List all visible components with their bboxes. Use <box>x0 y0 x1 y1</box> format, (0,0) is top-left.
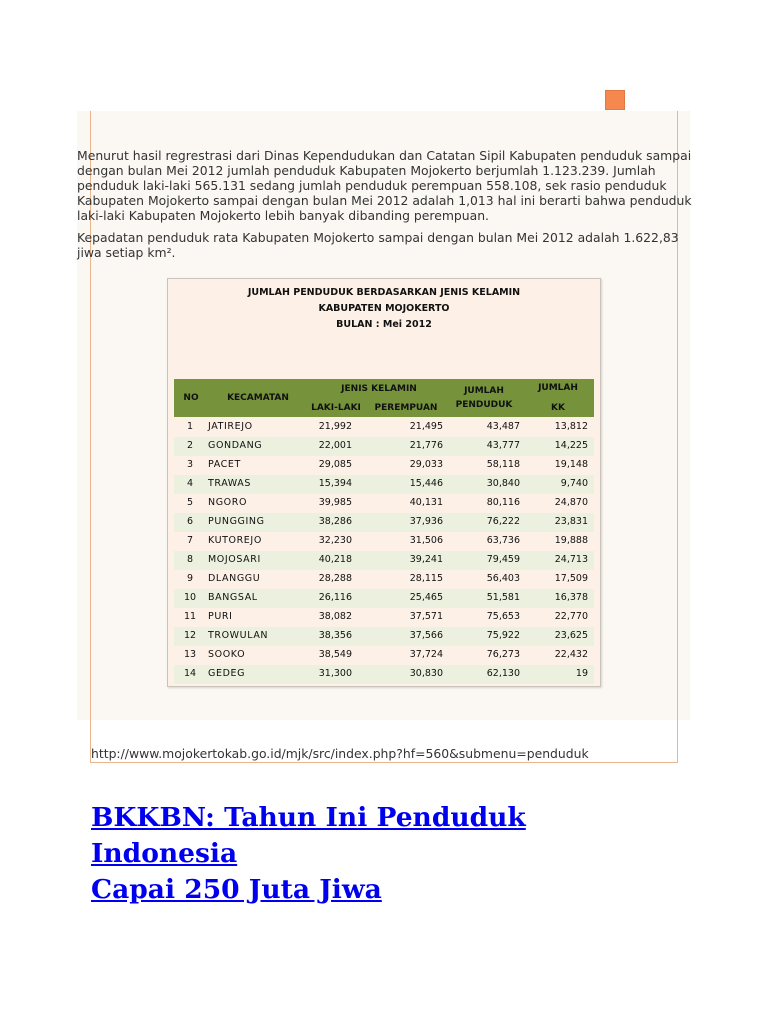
cell-no: 9 <box>186 573 194 584</box>
header-jenis-kelamin: JENIS KELAMIN <box>341 384 417 394</box>
cell-kecamatan: TROWULAN <box>208 630 269 641</box>
cell-perempuan: 37,566 <box>409 630 443 641</box>
table-row <box>174 551 594 570</box>
cell-laki-laki: 15,394 <box>318 478 352 489</box>
cell-jumlah-kk: 17,509 <box>554 573 588 584</box>
cell-jumlah-kk: 14,225 <box>554 440 588 451</box>
cell-jumlah-kk: 23,625 <box>554 630 588 641</box>
cell-perempuan: 37,571 <box>409 611 443 622</box>
cell-kecamatan: GONDANG <box>208 440 263 451</box>
table-row <box>174 570 594 589</box>
cell-jumlah-penduduk: 43,487 <box>486 421 520 432</box>
cell-no: 1 <box>186 421 194 432</box>
cell-jumlah-kk: 19 <box>575 668 588 679</box>
population-table-image <box>167 278 601 687</box>
cell-laki-laki: 29,085 <box>318 459 352 470</box>
cell-no: 6 <box>186 516 194 527</box>
cell-kecamatan: MOJOSARI <box>208 554 261 565</box>
article-link-line2: Capai 250 Juta Jiwa <box>91 874 382 905</box>
cell-jumlah-penduduk: 79,459 <box>486 554 520 565</box>
frame-bottom-border <box>90 762 678 763</box>
cell-jumlah-kk: 23,831 <box>554 516 588 527</box>
orange-marker <box>605 90 625 110</box>
cell-jumlah-penduduk: 75,653 <box>486 611 520 622</box>
cell-perempuan: 29,033 <box>409 459 443 470</box>
cell-perempuan: 25,465 <box>409 592 443 603</box>
cell-jumlah-penduduk: 43,777 <box>486 440 520 451</box>
cell-perempuan: 37,936 <box>409 516 443 527</box>
cell-no: 8 <box>186 554 194 565</box>
cell-jumlah-kk: 22,770 <box>554 611 588 622</box>
table-row <box>174 589 594 608</box>
cell-perempuan: 39,241 <box>409 554 443 565</box>
paragraph-population-summary: Menurut hasil regrestrasi dari Dinas Kependudukan dan Catatan Sipil Kabupaten penduduk sampai dengan bulan Mei 2012 jumlah penduduk Kabupaten Mojokerto berjumlah 1.123.239. Jumlah penduduk laki-laki 565.131 sedang jumlah penduduk perempuan 558.108, sek rasio penduduk Kabupaten Mojokerto sampai dengan bulan Mei 2012 adalah 1,013 hal ini berarti bahwa penduduk laki-laki Kabupaten Mojokerto lebih banyak dibanding perempuan. <box>77 148 692 223</box>
cell-laki-laki: 39,985 <box>318 497 352 508</box>
cell-no: 14 <box>183 668 197 679</box>
article-heading <box>91 800 671 908</box>
cell-kecamatan: DLANGGU <box>208 573 261 584</box>
cell-kecamatan: KUTOREJO <box>208 535 262 546</box>
cell-jumlah-penduduk: 30,840 <box>486 478 520 489</box>
paragraph-population-density: Kepadatan penduduk rata Kabupaten Mojokerto sampai dengan bulan Mei 2012 adalah 1.622,83 jiwa setiap km². <box>77 230 679 260</box>
header-no: NO <box>183 393 199 403</box>
header-jumlah-penduduk-line1: JUMLAH <box>464 386 504 396</box>
cell-jumlah-penduduk: 80,116 <box>486 497 520 508</box>
cell-jumlah-penduduk: 76,222 <box>486 516 520 527</box>
cell-jumlah-kk: 22,432 <box>554 649 588 660</box>
article-link[interactable] <box>91 802 526 905</box>
cell-laki-laki: 40,218 <box>318 554 352 565</box>
table-row <box>174 608 594 627</box>
table-row <box>174 646 594 665</box>
table-row <box>174 475 594 494</box>
header-jumlah-kk-line1: JUMLAH <box>538 383 578 393</box>
cell-jumlah-kk: 13,812 <box>554 421 588 432</box>
cell-kecamatan: PACET <box>208 459 241 470</box>
table-row <box>174 513 594 532</box>
cell-laki-laki: 38,356 <box>318 630 352 641</box>
cell-jumlah-penduduk: 75,922 <box>486 630 520 641</box>
table-row <box>174 456 594 475</box>
cell-no: 2 <box>186 440 194 451</box>
table-header <box>174 379 594 417</box>
cell-no: 11 <box>183 611 197 622</box>
cell-jumlah-kk: 19,148 <box>554 459 588 470</box>
cell-perempuan: 37,724 <box>409 649 443 660</box>
header-kecamatan: KECAMATAN <box>227 393 289 403</box>
cell-no: 7 <box>186 535 194 546</box>
source-url: http://www.mojokertokab.go.id/mjk/src/index.php?hf=560&submenu=penduduk <box>91 746 589 761</box>
cell-laki-laki: 38,082 <box>318 611 352 622</box>
cell-perempuan: 40,131 <box>409 497 443 508</box>
cell-kecamatan: PURI <box>208 611 233 622</box>
cell-no: 12 <box>183 630 197 641</box>
cell-laki-laki: 26,116 <box>318 592 352 603</box>
cell-laki-laki: 21,992 <box>318 421 352 432</box>
table-row <box>174 494 594 513</box>
cell-no: 10 <box>183 592 197 603</box>
cell-jumlah-kk: 16,378 <box>554 592 588 603</box>
cell-laki-laki: 32,230 <box>318 535 352 546</box>
table-row <box>174 532 594 551</box>
header-laki-laki: LAKI-LAKI <box>311 403 361 413</box>
cell-perempuan: 21,776 <box>409 440 443 451</box>
cell-laki-laki: 22,001 <box>318 440 352 451</box>
cell-jumlah-penduduk: 63,736 <box>486 535 520 546</box>
cell-no: 5 <box>186 497 194 508</box>
cell-laki-laki: 31,300 <box>318 668 352 679</box>
cell-kecamatan: NGORO <box>208 497 248 508</box>
table-subtitle-month: BULAN : Mei 2012 <box>336 319 432 330</box>
table-subtitle-region: KABUPATEN MOJOKERTO <box>318 303 450 314</box>
cell-laki-laki: 38,286 <box>318 516 352 527</box>
cell-kecamatan: BANGSAL <box>208 592 258 603</box>
cell-perempuan: 28,115 <box>409 573 443 584</box>
cell-perempuan: 31,506 <box>409 535 443 546</box>
cell-kecamatan: TRAWAS <box>208 478 252 489</box>
table-body <box>174 418 594 684</box>
cell-kecamatan: SOOKO <box>208 649 246 660</box>
cell-jumlah-penduduk: 62,130 <box>486 668 520 679</box>
table-row <box>174 418 594 437</box>
header-jumlah-penduduk-line2: PENDUDUK <box>455 400 513 410</box>
cell-jumlah-penduduk: 76,273 <box>486 649 520 660</box>
cell-perempuan: 30,830 <box>409 668 443 679</box>
cell-no: 4 <box>186 478 194 489</box>
table-row <box>174 665 594 684</box>
table-row <box>174 437 594 456</box>
table-title: JUMLAH PENDUDUK BERDASARKAN JENIS KELAMIN <box>247 287 521 298</box>
cell-jumlah-penduduk: 51,581 <box>486 592 520 603</box>
cell-jumlah-penduduk: 56,403 <box>486 573 520 584</box>
article-link-line1: BKKBN: Tahun Ini Penduduk Indonesia <box>91 802 526 869</box>
header-jumlah-kk-line2: KK <box>551 403 565 413</box>
cell-perempuan: 15,446 <box>409 478 443 489</box>
cell-kecamatan: JATIREJO <box>208 421 253 432</box>
cell-kecamatan: GEDEG <box>208 668 246 679</box>
cell-no: 3 <box>186 459 194 470</box>
cell-kecamatan: PUNGGING <box>208 516 265 527</box>
cell-jumlah-kk: 24,713 <box>554 554 588 565</box>
cell-laki-laki: 28,288 <box>318 573 352 584</box>
cell-jumlah-penduduk: 58,118 <box>486 459 520 470</box>
cell-laki-laki: 38,549 <box>318 649 352 660</box>
cell-jumlah-kk: 9,740 <box>560 478 588 489</box>
cell-perempuan: 21,495 <box>409 421 443 432</box>
table-row <box>174 627 594 646</box>
cell-jumlah-kk: 19,888 <box>554 535 588 546</box>
cell-no: 13 <box>183 649 197 660</box>
header-perempuan: PEREMPUAN <box>374 403 438 413</box>
cell-jumlah-kk: 24,870 <box>554 497 588 508</box>
